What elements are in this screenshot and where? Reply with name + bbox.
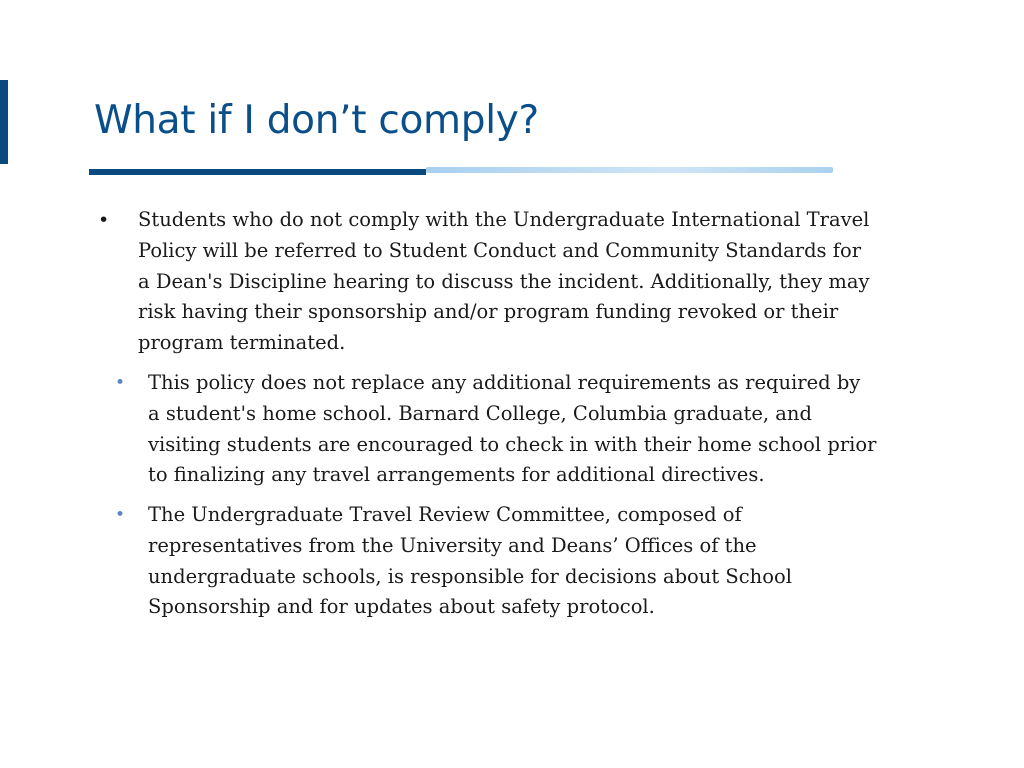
title-underline-light (426, 167, 833, 173)
sub-bullet-marker: • (115, 505, 126, 525)
sub-bullet-marker: • (115, 373, 126, 393)
bullet-marker: • (98, 209, 110, 231)
bullet-text: Students who do not comply with the Undergraduate International Travel Policy will be referred to Student Conduct and Community Standards for a Dean's Discipline hearing to discuss the incident. Additionally, they may risk having their sponsorship and/or program funding revoked or their program terminated. (138, 208, 870, 355)
slide-title: What if I don’t comply? (94, 98, 539, 143)
sub-bullet-text: This policy does not replace any additional requirements as required by a student's home school. Barnard College, Columbia graduate, and visiting students are encouraged to check in with their home school prior to finalizing any travel arrangements for additional directives. (148, 371, 877, 487)
sub-bullet-item-1 (115, 368, 878, 491)
title-underline-dark (89, 169, 426, 175)
sub-bullet-text: The Undergraduate Travel Review Committee, composed of representatives from the University and Deans’ Offices of the undergraduate schools, is responsible for decisions about School Sponsorship and for updates about safety protocol. (148, 503, 792, 619)
left-accent-bar (0, 80, 8, 164)
bullet-item-1 (98, 205, 878, 359)
sub-bullet-item-2 (115, 500, 878, 623)
